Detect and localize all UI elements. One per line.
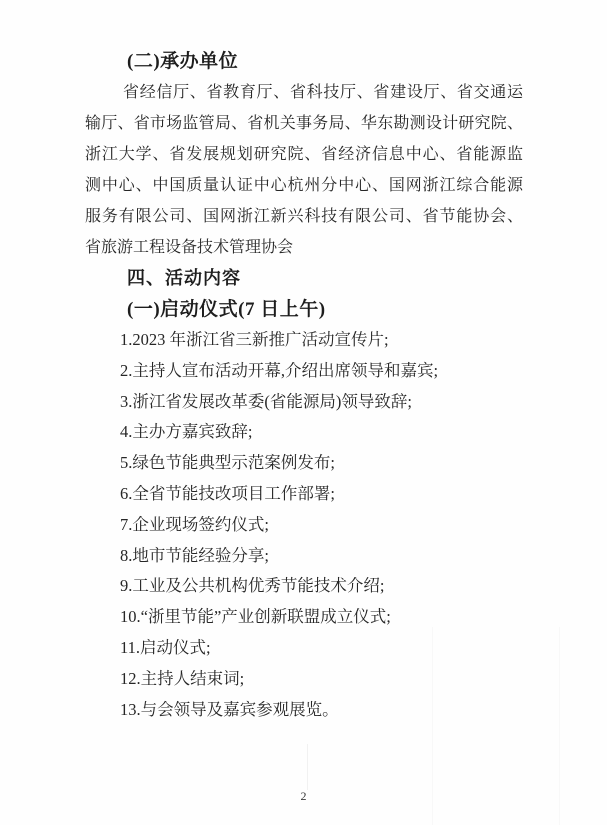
paragraph-line: 省经信厅、省教育厅、省科技厅、省建设厅、省交通运 bbox=[123, 84, 523, 101]
agenda-item: 7.企业现场签约仪式; bbox=[120, 514, 269, 534]
agenda-item: 12.主持人结束词; bbox=[120, 668, 245, 688]
paragraph-line: 输厅、省市场监管局、省机关事务局、华东勘测设计研究院、 bbox=[85, 115, 523, 132]
paragraph-line: 测中心、中国质量认证中心杭州分中心、国网浙江综合能源 bbox=[85, 177, 523, 194]
agenda-item: 1.2023 年浙江省三新推广活动宣传片; bbox=[120, 330, 389, 349]
agenda-item: 10.“浙里节能”产业创新联盟成立仪式; bbox=[120, 607, 391, 627]
agenda-item: 4.主办方嘉宾致辞; bbox=[120, 422, 253, 442]
agenda-item: 5.绿色节能典型示范案例发布; bbox=[120, 453, 335, 473]
agenda-item: 8.地市节能经验分享; bbox=[120, 545, 269, 565]
agenda-item: 9.工业及公共机构优秀节能技术介绍; bbox=[120, 576, 385, 596]
agenda-item: 6.全省节能技改项目工作部署; bbox=[120, 483, 335, 503]
agenda-item: 3.浙江省发展改革委(省能源局)领导致辞; bbox=[120, 391, 412, 411]
section-heading-organizers: (二)承办单位 bbox=[127, 51, 239, 72]
document-content bbox=[85, 46, 523, 725]
agenda-item: 11.启动仪式; bbox=[120, 637, 211, 657]
organizers-paragraph bbox=[85, 77, 523, 263]
subsection-heading-ceremony: (一)启动仪式(7 日上午) bbox=[127, 299, 326, 320]
scan-artifact-line bbox=[307, 744, 308, 790]
paragraph-line: 服务有限公司、国网浙江新兴科技有限公司、省节能协会、 bbox=[85, 208, 523, 225]
agenda-item: 13.与会领导及嘉宾参观展览。 bbox=[120, 699, 339, 719]
page-number: 2 bbox=[300, 789, 307, 803]
agenda-item: 2.主持人宣布活动开幕,介绍出席领导和嘉宾; bbox=[120, 360, 439, 380]
agenda-list bbox=[85, 325, 523, 725]
section-heading-activities: 四、活动内容 bbox=[127, 268, 241, 288]
paragraph-line: 省旅游工程设备技术管理协会 bbox=[85, 239, 294, 256]
paragraph-line: 浙江大学、省发展规划研究院、省经济信息中心、省能源监 bbox=[85, 146, 523, 163]
